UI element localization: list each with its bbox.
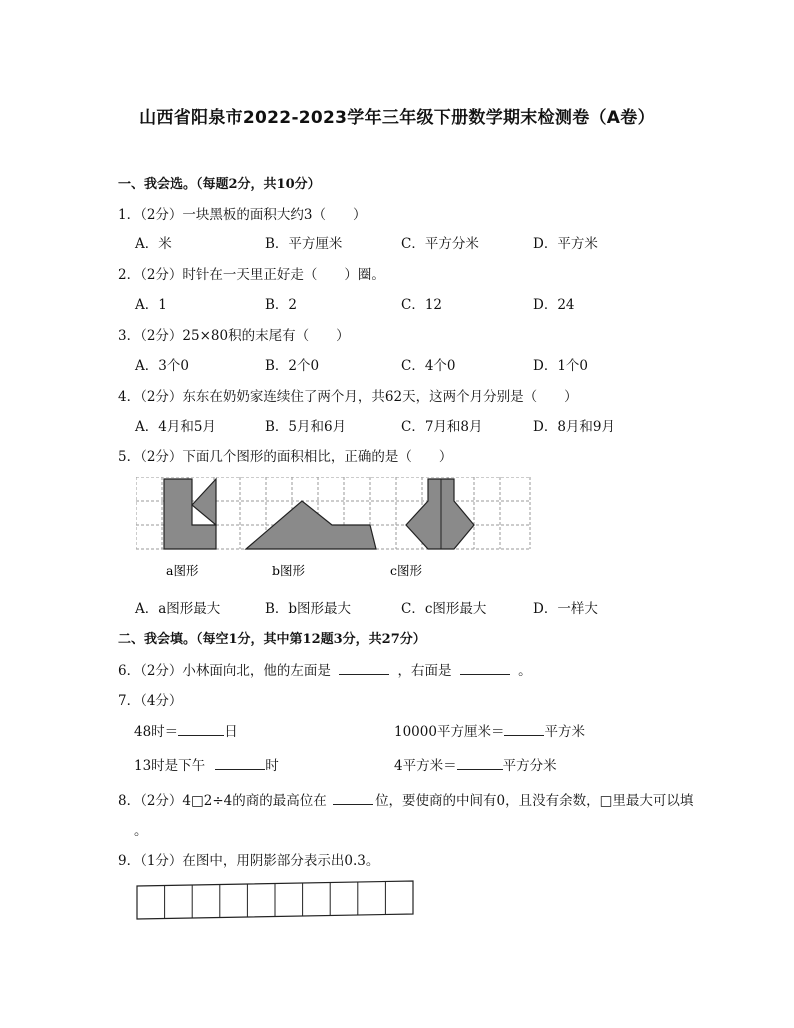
q8-blank[interactable] xyxy=(333,792,373,805)
figure-label-a: a图形 xyxy=(166,563,199,578)
q6-prefix: 6．（2分）小林面向北，他的左面是 xyxy=(118,663,331,679)
q7-item-3-after: 时 xyxy=(265,758,279,774)
q7-item-3-before: 13时是下午 xyxy=(134,758,206,774)
question-1: 1．（2分）一块黑板的面积大约3（ ） xyxy=(118,207,367,223)
q4-option-c: C．7月和8月 xyxy=(401,419,483,435)
q7-item-4-before: 4平方米＝ xyxy=(394,758,457,774)
q1-option-a: A．米 xyxy=(135,236,172,252)
q7-blank-4[interactable] xyxy=(457,757,503,770)
q2-option-c: C．12 xyxy=(401,297,443,313)
q4-option-d: D．8月和9月 xyxy=(533,419,616,435)
q3-option-d: D．1个0 xyxy=(533,358,589,374)
decimal-strip[interactable] xyxy=(136,880,416,920)
q8-line2: 。 xyxy=(134,823,148,839)
q3-option-b: B．2个0 xyxy=(265,358,320,374)
section-heading-fill: 二、我会填。（每空1分，其中第12题3分，共27分） xyxy=(118,632,426,647)
question-3: 3．（2分）25×80积的末尾有（ ） xyxy=(118,328,350,344)
question-5: 5．（2分）下面几个图形的面积相比，正确的是（ ） xyxy=(118,449,453,465)
q4-option-a: A．4月和5月 xyxy=(135,419,216,435)
question-4: 4．（2分）东东在奶奶家连续住了两个月，共62天，这两个月分别是（ ） xyxy=(118,389,578,405)
figure-label-b: b图形 xyxy=(272,563,306,578)
section-heading-choice: 一、我会选。（每题2分，共10分） xyxy=(118,177,321,192)
question-8 xyxy=(118,789,693,809)
q8-suffix: 位，要使商的中间有0，且没有余数，□里最大可以填 xyxy=(375,793,694,809)
q7-item-2-after: 平方米 xyxy=(544,724,585,740)
q3-option-a: A．3个0 xyxy=(135,358,189,374)
area-comparison-figure xyxy=(136,477,532,583)
q7-blank-3[interactable] xyxy=(215,757,265,770)
q2-option-a: A．1 xyxy=(135,297,167,313)
q6-blank-right[interactable] xyxy=(460,662,510,675)
q7-item-2-before: 10000平方厘米＝ xyxy=(394,724,505,740)
q4-option-b: B．5月和6月 xyxy=(265,419,347,435)
q6-middle: ，右面是 xyxy=(397,663,452,679)
page-title: 山西省阳泉市2022-2023学年三年级下册数学期末检测卷（A卷） xyxy=(139,108,655,128)
q5-option-c: C．c图形最大 xyxy=(401,601,487,617)
q2-option-d: D．24 xyxy=(533,297,575,313)
q7-item-4 xyxy=(394,754,557,774)
q2-option-b: B．2 xyxy=(265,297,298,313)
q1-option-c: C．平方分米 xyxy=(401,236,479,252)
q1-option-b: B．平方厘米 xyxy=(265,236,343,252)
figure-label-c: c图形 xyxy=(390,563,423,578)
shape-a-triangle xyxy=(192,479,216,525)
q7-blank-1[interactable] xyxy=(178,723,224,736)
q7-item-4-after: 平方分米 xyxy=(502,758,557,774)
q7-item-1-after: 日 xyxy=(224,724,238,740)
q6-blank-left[interactable] xyxy=(339,662,389,675)
question-6 xyxy=(118,659,532,679)
shape-c xyxy=(406,479,474,549)
q7-item-3 xyxy=(134,754,279,774)
q6-suffix: 。 xyxy=(518,663,532,679)
q7-blank-2[interactable] xyxy=(504,723,544,736)
q7-item-1-before: 48时＝ xyxy=(134,724,179,740)
question-7: 7．（4分） xyxy=(118,693,183,709)
q5-option-d: D．一样大 xyxy=(533,601,598,617)
q3-option-c: C．4个0 xyxy=(401,358,456,374)
q1-option-d: D．平方米 xyxy=(533,236,598,252)
q8-prefix: 8．（2分）4□2÷4的商的最高位在 xyxy=(118,793,327,809)
q5-option-b: B．b图形最大 xyxy=(265,601,352,617)
q7-item-1 xyxy=(134,720,238,740)
q5-option-a: A．a图形最大 xyxy=(135,601,221,617)
q7-item-2 xyxy=(394,720,585,740)
question-9: 9．（1分）在图中，用阴影部分表示出0.3。 xyxy=(118,853,380,869)
question-2: 2．（2分）时针在一天里正好走（ ）圈。 xyxy=(118,267,385,283)
